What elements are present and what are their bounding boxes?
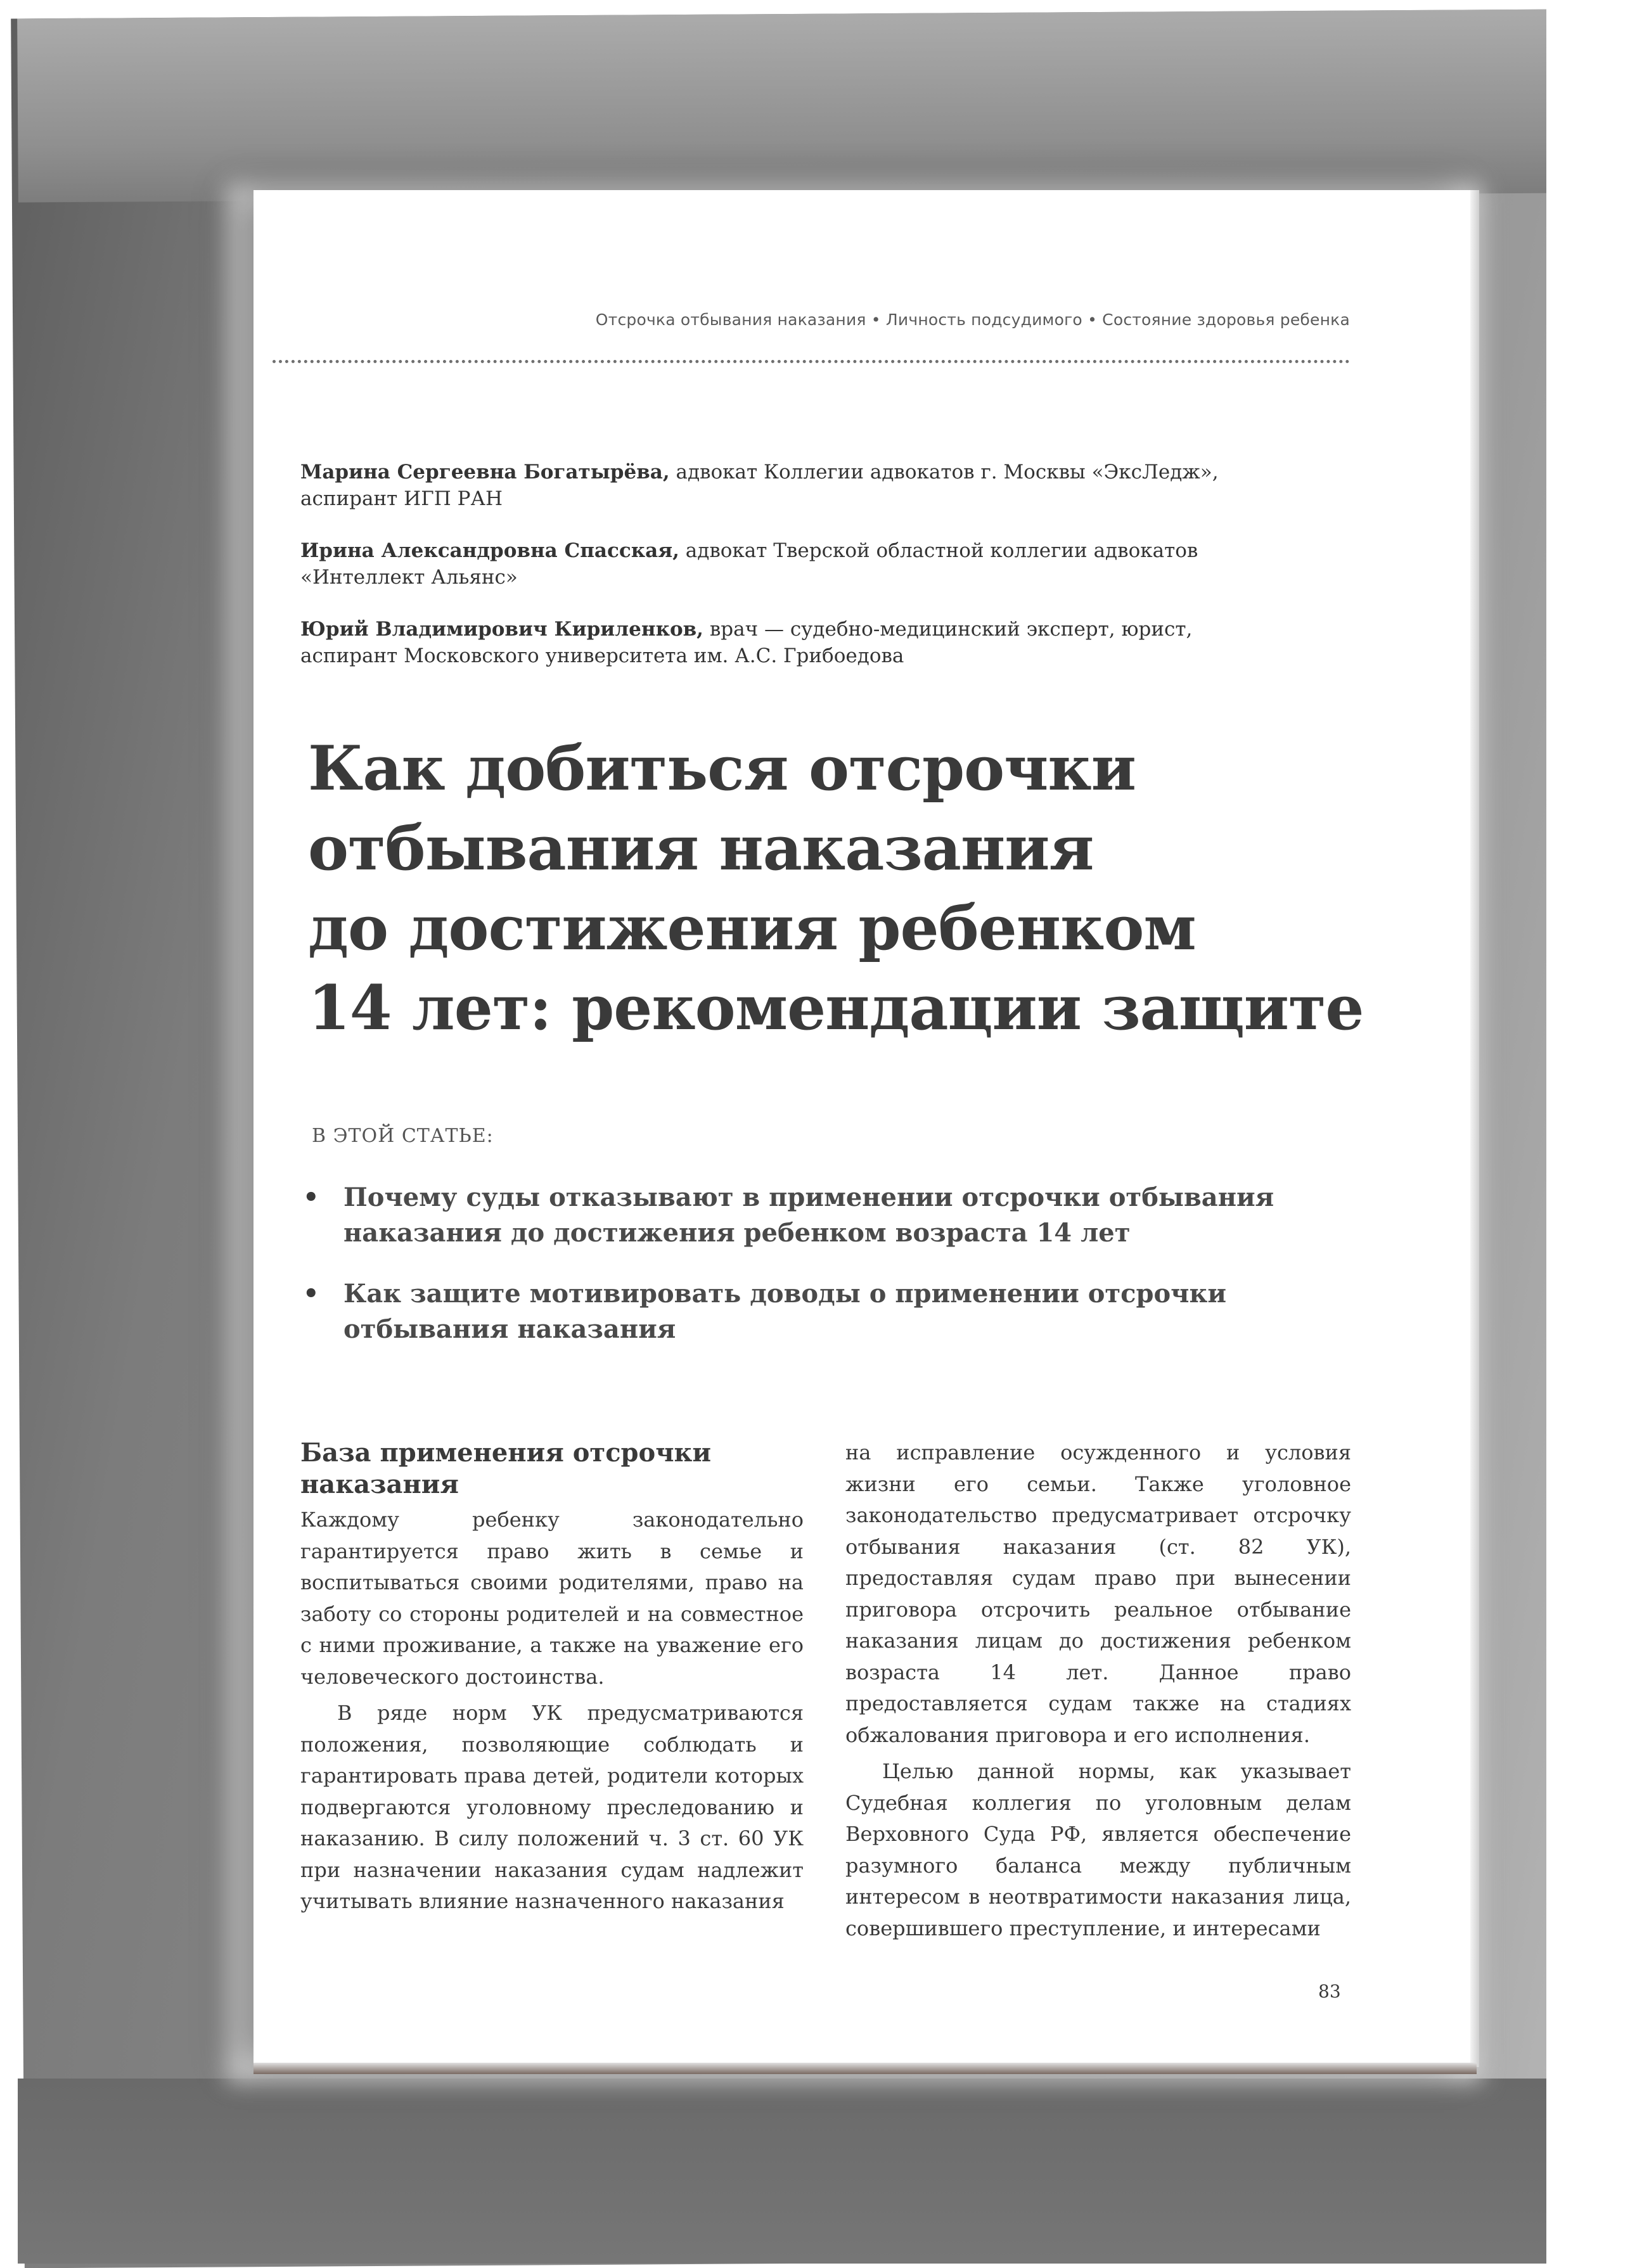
section-heading-line: База применения отсрочки: [300, 1438, 712, 1468]
author-name: Ирина Александровна Спасская,: [300, 539, 679, 562]
author-affiliation-cont: аспирант ИГП РАН: [300, 487, 503, 510]
header-dotted-rule: [273, 360, 1350, 363]
author-affiliation: врач — судебно-медицинский эксперт, юрист,: [703, 618, 1193, 641]
page-edge-bottom: [253, 2063, 1477, 2074]
title-line: 14 лет: рекомендации защите: [308, 972, 1364, 1044]
title-line: до достижения ребенком: [308, 892, 1196, 964]
highlight-line: Почему суды отказывают в применении отсрочки отбывания: [343, 1182, 1274, 1212]
highlight-line: Как защите мотивировать доводы о применении отсрочки: [343, 1279, 1227, 1309]
highlight-item: [298, 1276, 1363, 1347]
highlight-line: наказания до достижения ребенком возраста 14 лет: [343, 1218, 1131, 1248]
author-2: [300, 537, 1327, 591]
author-affiliation: адвокат Тверской областной коллегии адвокатов: [679, 539, 1198, 562]
scan-shadow-bottom: [18, 2079, 1564, 2264]
author-3: [300, 616, 1327, 669]
scan-shadow-top: [17, 10, 1565, 203]
highlight-line: отбывания наказания: [343, 1314, 676, 1344]
body-column-left: [300, 1437, 804, 1918]
body-paragraph: Целью данной нормы, как указывает Судебная коллегия по уголовным делам Верховного Суда РФ, является обеспечение разумного баланса между публичным интересом в неотвратимости наказания лица, совершившего преступление, и интересами: [845, 1759, 1351, 1940]
body-column-right: [845, 1437, 1351, 1944]
section-heading-line: наказания: [300, 1470, 459, 1499]
running-header: Отсрочка отбывания наказания • Личность подсудимого • Состояние здоровья ребенка: [595, 311, 1350, 329]
page-edge-right: [1470, 190, 1479, 2067]
bullet-icon: •: [303, 1279, 319, 1309]
author-name: Юрий Владимирович Кириленков,: [300, 618, 703, 641]
author-name: Марина Сергеевна Богатырёва,: [300, 461, 670, 484]
author-affiliation-cont: аспирант Московского университета им. А.С. Грибоедова: [300, 644, 904, 667]
highlight-item: [298, 1180, 1363, 1251]
article-title: [308, 729, 1423, 1048]
title-line: Как добиться отсрочки: [308, 733, 1136, 804]
page-number: 83: [1318, 1981, 1341, 2002]
section-heading: [300, 1437, 804, 1501]
authors-block: [300, 459, 1327, 695]
author-affiliation: адвокат Коллегии адвокатов г. Москвы «ЭксЛедж»,: [669, 461, 1219, 484]
article-highlights-list: [298, 1180, 1363, 1373]
author-1: [300, 459, 1327, 512]
scanner-right-margin: [1546, 0, 1630, 2264]
title-line: отбывания наказания: [308, 812, 1094, 884]
body-paragraph: В ряде норм УК предусматриваются положения, позволяющие соблюдать и гарантировать права детей, родители которых подвергаются уголовному преследованию и наказанию. В силу положений ч. 3 ст. 60 УК при назначении наказания судам надлежит учитывать влияние назначенного наказания: [300, 1701, 804, 1913]
in-this-article-label: В ЭТОЙ СТАТЬЕ:: [312, 1125, 494, 1147]
body-paragraph: Каждому ребенку законодательно гарантируется право жить в семье и воспитываться своими родителями, право на заботу со стороны родителей и на совместное с ними проживание, а также на уважение его человеческого достоинства.: [300, 1508, 804, 1689]
bullet-icon: •: [303, 1182, 319, 1212]
author-affiliation-cont: «Интеллект Альянс»: [300, 566, 518, 589]
body-paragraph: на исправление осужденного и условия жизни его семьи. Также уголовное законодательство предусматривает отсрочку отбывания наказания (ст. 82 УК), предоставляя судам право при вынесении приговора отсрочить реальное отбывание наказания лицам до достижения ребенком возраста 14 лет. Данное право предоставляется судам также на стадиях обжалования приговора и его исполнения.: [845, 1440, 1351, 1747]
